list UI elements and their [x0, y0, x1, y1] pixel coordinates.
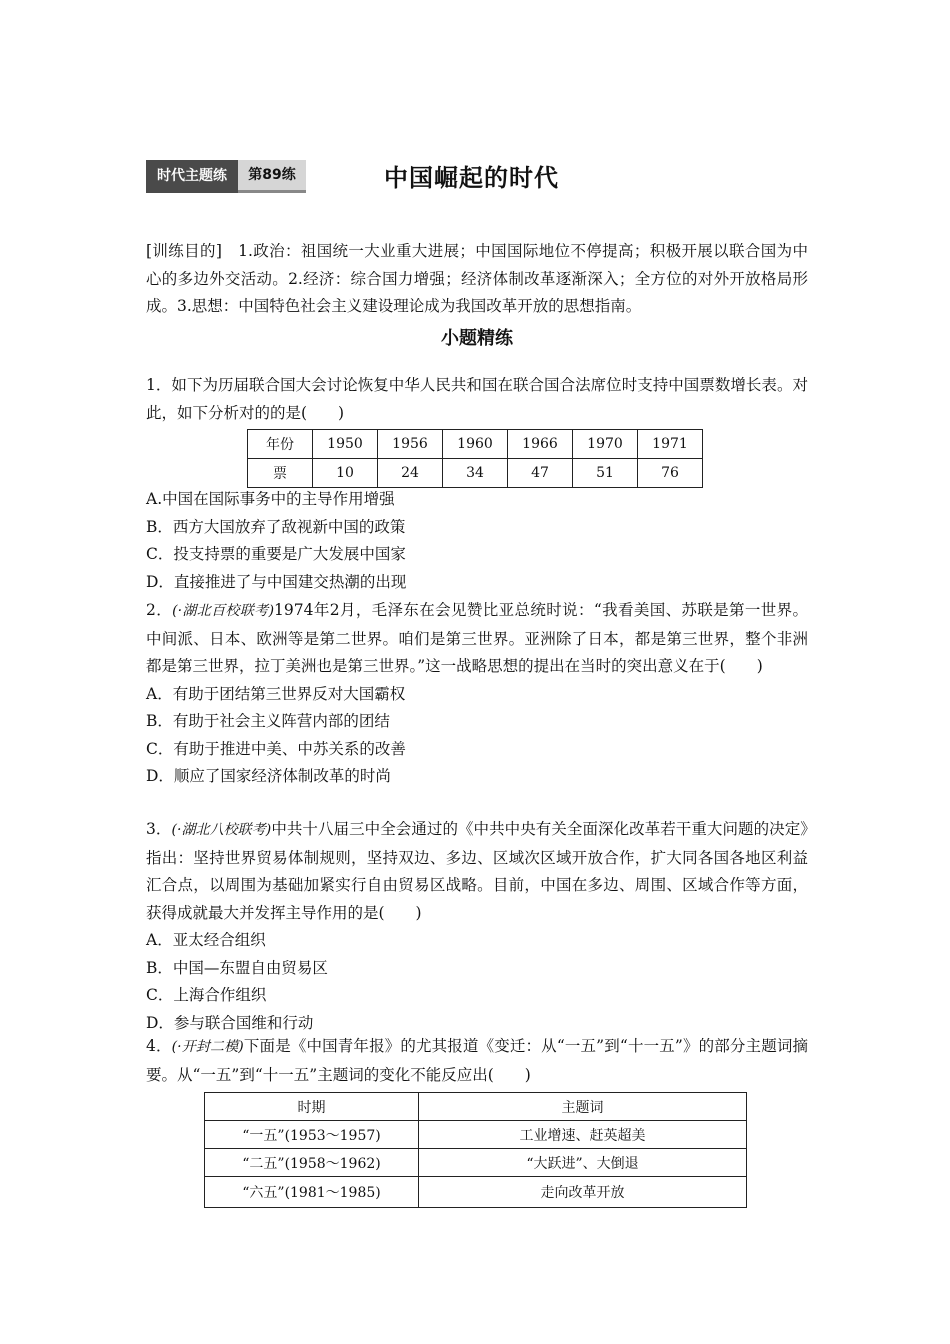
- table-row: [205, 1121, 747, 1149]
- table-cell: 走向改革开放: [419, 1177, 747, 1208]
- q1-option-d: D．直接推进了与中国建交热潮的出现: [146, 572, 407, 591]
- table-row: [248, 430, 703, 459]
- table-cell: 1966: [508, 430, 573, 459]
- votes-table: [247, 429, 703, 488]
- table-cell: 工业增速、赶英超美: [419, 1121, 747, 1149]
- q2-option-b: B．有助于社会主义阵营内部的团结: [146, 712, 390, 730]
- practice-number: 第89练: [238, 160, 306, 193]
- q3-source: (·湖北八校联考): [171, 822, 272, 838]
- table-cell: “大跃进”、大倒退: [419, 1149, 747, 1177]
- q2-stem: 1974年2月，毛泽东在会见赞比亚总统时说：“我看美国、苏联是第一世界。中间派、日本、欧洲等是第二世界。咱们是第三世界。亚洲除了日本，都是第三世界，整个非洲都是第三世界，拉丁美洲也是第三世界。”这一战略思想的提出在当时的突出意义在于( ): [146, 601, 809, 675]
- table-cell: “六五”(1981～1985): [205, 1177, 419, 1208]
- q4-source: (·开封二模): [171, 1039, 244, 1055]
- q1-options: [146, 486, 808, 596]
- table-cell: “一五”(1953～1957): [205, 1121, 419, 1149]
- q2-source: (·湖北百校联考): [172, 603, 275, 619]
- page-header: [146, 160, 746, 193]
- objectives-text: 1.政治：祖国统一大业重大进展；中国国际地位不停提高；积极开展以联合国为中心的多边外交活动。2.经济：综合国力增强；经济体制改革逐渐深入；全方位的对外开放格局形成。3.思想：中国特色社会主义建设理论成为我国改革开放的思想指南。: [146, 242, 808, 315]
- objectives-label: [训练目的]: [146, 242, 222, 260]
- table-cell: 1971: [638, 430, 703, 459]
- table-cell: 1970: [573, 430, 638, 459]
- table-row: [205, 1177, 747, 1208]
- question-2: [146, 597, 808, 791]
- training-objectives: [146, 238, 808, 321]
- table-cell: 24: [378, 459, 443, 488]
- table-cell: 1950: [313, 430, 378, 459]
- q1-option-a: A.中国在国际事务中的主导作用增强: [146, 490, 395, 508]
- q3-option-b: B．中国—东盟自由贸易区: [146, 958, 328, 977]
- table-cell: 1956: [378, 430, 443, 459]
- q1-option-c: C．投支持票的重要是广大发展中国家: [146, 545, 406, 563]
- q4-number: 4．: [146, 1037, 172, 1055]
- q2-option-d: D．顺应了国家经济体制改革的时尚: [146, 767, 391, 785]
- table-cell: 47: [508, 459, 573, 488]
- table-cell: 票: [248, 459, 313, 488]
- table-cell: “二五”(1958～1962): [205, 1149, 419, 1177]
- table-header-row: [205, 1093, 747, 1121]
- table-cell: 76: [638, 459, 703, 488]
- table-row: [248, 459, 703, 488]
- section-title: 小题精练: [441, 328, 513, 349]
- q3-option-d: D．参与联合国维和行动: [146, 1013, 314, 1032]
- keywords-table: [204, 1092, 747, 1208]
- q3-stem: 中共十八届三中全会通过的《中共中央有关全面深化改革若干重大问题的决定》指出：坚持世界贸易体制规则，坚持双边、多边、区域次区域开放合作，扩大同各国各地区利益汇合点，以周围为基础加紧实行自由贸易区战略。目前，中国在多边、周围、区域合作等方面，获得成就最大并发挥主导作用的是( ): [146, 820, 808, 922]
- table-cell: 10: [313, 459, 378, 488]
- table-cell: 51: [573, 459, 638, 488]
- table-cell: 1960: [443, 430, 508, 459]
- page-title: 中国崛起的时代: [384, 164, 559, 192]
- table-cell: 34: [443, 459, 508, 488]
- table-cell: 年份: [248, 430, 313, 459]
- q3-option-a: A．亚太经合组织: [146, 931, 266, 949]
- question-3: [146, 816, 808, 1037]
- table-row: [205, 1149, 747, 1177]
- series-label: 时代主题练: [146, 160, 238, 193]
- q4-stem: 下面是《中国青年报》的尤其报道《变迁：从“一五”到“十一五”》的部分主题词摘要。从“一五”到“十一五”主题词的变化不能反应出( ): [146, 1037, 808, 1084]
- q2-number: 2．: [146, 601, 173, 619]
- question-4: [146, 1033, 808, 1089]
- q3-option-c: C．上海合作组织: [146, 986, 267, 1004]
- question-1: [146, 372, 808, 427]
- q1-option-b: B．西方大国放弃了敌视新中国的政策: [146, 517, 406, 536]
- q3-number: 3．: [146, 820, 172, 838]
- q2-option-a: A．有助于团结第三世界反对大国霸权: [146, 684, 406, 703]
- q1-stem: 1．如下为历届联合国大会讨论恢复中华人民共和国在联合国合法席位时支持中国票数增长表。对此，如下分析对的的是( ): [146, 376, 808, 422]
- q2-option-c: C．有助于推进中美、中苏关系的改善: [146, 739, 406, 758]
- table-header-cell: 时期: [205, 1093, 419, 1121]
- table-header-cell: 主题词: [419, 1093, 747, 1121]
